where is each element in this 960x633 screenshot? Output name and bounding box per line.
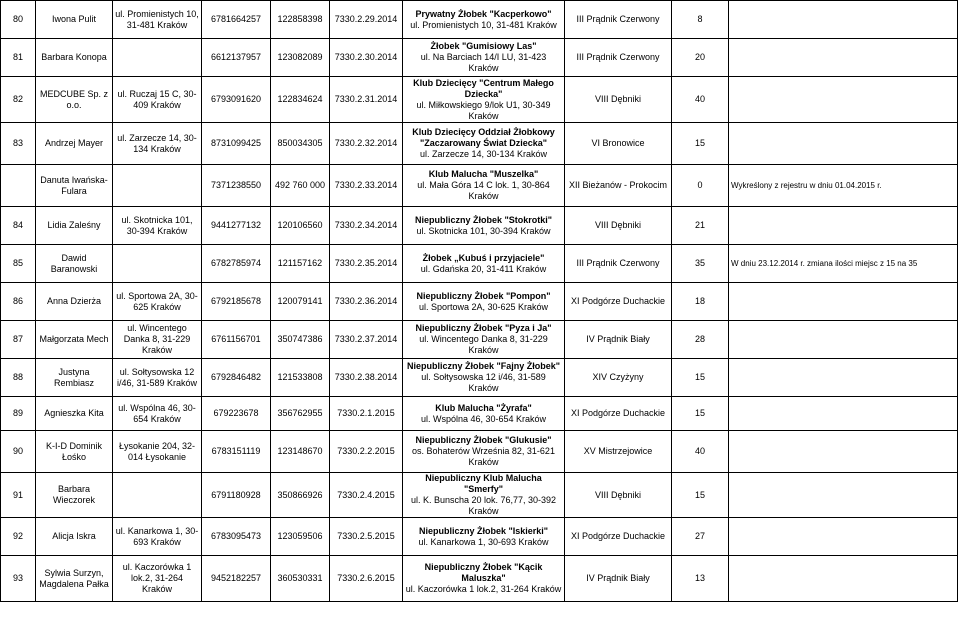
district: XII Bieżanów - Prokocim	[565, 165, 672, 207]
table-row	[1, 207, 958, 245]
district: III Prądnik Czerwony	[565, 1, 672, 39]
owner-name: Justyna Rembiasz	[36, 359, 113, 397]
nip-number: 121157162	[271, 245, 330, 283]
facility-address: ul. Promienistych 10, 31-481 Kraków	[410, 19, 557, 30]
facility-address: ul. Skotnicka 101, 30-394 Kraków	[416, 225, 551, 236]
regon-number: 6612137957	[202, 39, 271, 77]
registration-number: 7330.2.33.2014	[330, 165, 403, 207]
remarks	[729, 123, 958, 165]
facility-name: Klub Malucha "Muszelka"	[428, 169, 539, 179]
district: XI Podgórze Duchackie	[565, 397, 672, 431]
district: VIII Dębniki	[565, 473, 672, 518]
facility-name: Niepubliczny Żłobek "Pompon"	[416, 290, 551, 301]
table-row	[1, 39, 958, 77]
district: III Prądnik Czerwony	[565, 39, 672, 77]
registration-number: 7330.2.2.2015	[330, 431, 403, 473]
registration-number: 7330.2.29.2014	[330, 1, 403, 39]
facility-cell	[403, 1, 565, 39]
owner-name: K-I-D Dominik Łośko	[36, 431, 113, 473]
remarks	[729, 1, 958, 39]
facility-cell	[403, 39, 565, 77]
nip-number: 121533808	[271, 359, 330, 397]
regon-number: 6791180928	[202, 473, 271, 518]
row-number: 87	[1, 321, 36, 359]
owner-name: Iwona Pulit	[36, 1, 113, 39]
remarks	[729, 556, 958, 602]
facility-address: ul. Na Barciach 14/I LU, 31-423 Kraków	[420, 52, 547, 73]
places-count: 40	[672, 77, 729, 123]
remarks	[729, 207, 958, 245]
regon-number: 6782785974	[202, 245, 271, 283]
remarks: Wykreślony z rejestru w dniu 01.04.2015 r.	[729, 165, 958, 207]
remarks	[729, 473, 958, 518]
owner-name: Anna Dzierża	[36, 283, 113, 321]
owner-address: ul. Ruczaj 15 C, 30-409 Kraków	[113, 77, 202, 123]
facility-cell	[403, 431, 565, 473]
facility-cell	[403, 359, 565, 397]
registration-number: 7330.2.5.2015	[330, 518, 403, 556]
regon-number: 8731099425	[202, 123, 271, 165]
owner-address	[113, 245, 202, 283]
district: VI Bronowice	[565, 123, 672, 165]
owner-address: ul. Sportowa 2A, 30-625 Kraków	[113, 283, 202, 321]
registration-number: 7330.2.38.2014	[330, 359, 403, 397]
owner-address: Łysokanie 204, 32-014 Łysokanie	[113, 431, 202, 473]
facility-cell	[403, 283, 565, 321]
facility-name: Klub Dziecięcy Oddział Żłobkowy "Zaczarowany Świat Dziecka"	[412, 127, 555, 148]
district: VIII Dębniki	[565, 207, 672, 245]
row-number: 81	[1, 39, 36, 77]
facility-cell	[403, 397, 565, 431]
facility-name: Niepubliczny Żłobek "Glukusie"	[415, 435, 552, 445]
owner-address: ul. Wspólna 46, 30-654 Kraków	[113, 397, 202, 431]
facility-name: Żłobek "Gumisiowy Las"	[430, 41, 537, 51]
row-number: 90	[1, 431, 36, 473]
facility-cell	[403, 556, 565, 602]
district: III Prądnik Czerwony	[565, 245, 672, 283]
district: XI Podgórze Duchackie	[565, 518, 672, 556]
places-count: 20	[672, 39, 729, 77]
table-row	[1, 1, 958, 39]
facility-name: Prywatny Żłobek "Kacperkowo"	[415, 8, 552, 19]
places-count: 18	[672, 283, 729, 321]
places-count: 35	[672, 245, 729, 283]
nip-number: 350866926	[271, 473, 330, 518]
registration-number: 7330.2.36.2014	[330, 283, 403, 321]
regon-number: 6793091620	[202, 77, 271, 123]
facility-address: ul. Kanarkowa 1, 30-693 Kraków	[418, 536, 549, 547]
row-number: 91	[1, 473, 36, 518]
row-number: 82	[1, 77, 36, 123]
nip-number: 120079141	[271, 283, 330, 321]
facility-address: ul. Mała Góra 14 C lok. 1, 30-864 Kraków	[417, 180, 550, 201]
table-row	[1, 518, 958, 556]
regon-number: 6792846482	[202, 359, 271, 397]
registration-number: 7330.2.30.2014	[330, 39, 403, 77]
district: XI Podgórze Duchackie	[565, 283, 672, 321]
registration-number: 7330.2.4.2015	[330, 473, 403, 518]
owner-address: ul. Wincentego Danka 8, 31-229 Kraków	[113, 321, 202, 359]
owner-address: ul. Promienistych 10, 31-481 Kraków	[113, 1, 202, 39]
owner-name: Małgorzata Mech	[36, 321, 113, 359]
remarks	[729, 397, 958, 431]
nip-number: 122858398	[271, 1, 330, 39]
facility-address: os. Bohaterów Września 82, 31-621 Kraków	[412, 446, 555, 467]
nip-number: 123059506	[271, 518, 330, 556]
row-number: 80	[1, 1, 36, 39]
remarks	[729, 77, 958, 123]
owner-name: Alicja Iskra	[36, 518, 113, 556]
facility-name: Niepubliczny Żłobek "Kącik Maluszka"	[424, 562, 543, 583]
nip-number: 123082089	[271, 39, 330, 77]
regon-number: 679223678	[202, 397, 271, 431]
table-row	[1, 165, 958, 207]
owner-address: ul. Kanarkowa 1, 30-693 Kraków	[113, 518, 202, 556]
facility-address: ul. Wincentego Danka 8, 31-229 Kraków	[419, 334, 548, 355]
registration-number: 7330.2.32.2014	[330, 123, 403, 165]
owner-address: ul. Kaczorówka 1 lok.2, 31-264 Kraków	[113, 556, 202, 602]
row-number	[1, 165, 36, 207]
owner-name: Andrzej Mayer	[36, 123, 113, 165]
facility-cell	[403, 245, 565, 283]
facility-address: ul. Kaczorówka 1 lok.2, 31-264 Kraków	[405, 584, 562, 594]
row-number: 88	[1, 359, 36, 397]
row-number: 93	[1, 556, 36, 602]
remarks	[729, 39, 958, 77]
regon-number: 6781664257	[202, 1, 271, 39]
places-count: 15	[672, 397, 729, 431]
table-row	[1, 123, 958, 165]
places-count: 28	[672, 321, 729, 359]
registration-number: 7330.2.31.2014	[330, 77, 403, 123]
facility-address: ul. Sołtysowska 12 i/46, 31-589 Kraków	[421, 372, 546, 393]
facility-name: Niepubliczny Żłobek "Fajny Żłobek"	[406, 361, 561, 371]
remarks: W dniu 23.12.2014 r. zmiana ilości miejsc z 15 na 35	[729, 245, 958, 283]
owner-name: Lidia Zaleśny	[36, 207, 113, 245]
facility-name: Niepubliczny Klub Malucha "Smerfy"	[425, 473, 542, 494]
owner-name: MEDCUBE Sp. z o.o.	[36, 77, 113, 123]
table-row	[1, 321, 958, 359]
regon-number: 7371238550	[202, 165, 271, 207]
table-row	[1, 397, 958, 431]
facility-name: Niepubliczny Żłobek "Stokrotki"	[414, 214, 553, 225]
district: IV Prądnik Biały	[565, 556, 672, 602]
facility-address: ul. Sportowa 2A, 30-625 Kraków	[418, 301, 549, 312]
remarks	[729, 518, 958, 556]
facility-cell	[403, 321, 565, 359]
nip-number: 492 760 000	[271, 165, 330, 207]
facility-address: ul. K. Bunscha 20 lok. 76,77, 30-392 Kraków	[410, 495, 557, 516]
registration-number: 7330.2.1.2015	[330, 397, 403, 431]
facility-cell	[403, 473, 565, 518]
facility-cell	[403, 165, 565, 207]
table-row	[1, 431, 958, 473]
nip-number: 350747386	[271, 321, 330, 359]
remarks	[729, 359, 958, 397]
places-count: 8	[672, 1, 729, 39]
district: VIII Dębniki	[565, 77, 672, 123]
facility-cell	[403, 123, 565, 165]
facility-name: Klub Dziecięcy "Centrum Małego Dziecka"	[413, 77, 554, 99]
places-count: 27	[672, 518, 729, 556]
row-number: 85	[1, 245, 36, 283]
nip-number: 356762955	[271, 397, 330, 431]
places-count: 15	[672, 473, 729, 518]
registration-number: 7330.2.34.2014	[330, 207, 403, 245]
facility-address: ul. Gdańska 20, 31-411 Kraków	[420, 263, 547, 274]
owner-address: ul. Skotnicka 101, 30-394 Kraków	[113, 207, 202, 245]
district: XIV Czyżyny	[565, 359, 672, 397]
owner-address	[113, 473, 202, 518]
owner-name: Dawid Baranowski	[36, 245, 113, 283]
places-count: 21	[672, 207, 729, 245]
regon-number: 9452182257	[202, 556, 271, 602]
table-row	[1, 556, 958, 602]
owner-address	[113, 39, 202, 77]
row-number: 92	[1, 518, 36, 556]
owner-name: Agnieszka Kita	[36, 397, 113, 431]
nip-number: 122834624	[271, 77, 330, 123]
table-row	[1, 359, 958, 397]
nip-number: 850034305	[271, 123, 330, 165]
regon-number: 6792185678	[202, 283, 271, 321]
facility-cell	[403, 518, 565, 556]
remarks	[729, 431, 958, 473]
table-row	[1, 283, 958, 321]
table-row	[1, 473, 958, 518]
owner-name: Barbara Konopa	[36, 39, 113, 77]
owner-address: ul. Sołtysowska 12 i/46, 31-589 Kraków	[113, 359, 202, 397]
nip-number: 120106560	[271, 207, 330, 245]
facility-address: ul. Miłkowskiego 9/lok U1, 30-349 Kraków	[416, 99, 551, 121]
district: IV Prądnik Biały	[565, 321, 672, 359]
owner-address	[113, 165, 202, 207]
row-number: 84	[1, 207, 36, 245]
facility-address: ul. Zarzecze 14, 30-134 Kraków	[419, 149, 548, 159]
places-count: 13	[672, 556, 729, 602]
table-row	[1, 77, 958, 123]
nip-number: 360530331	[271, 556, 330, 602]
regon-number: 6761156701	[202, 321, 271, 359]
nip-number: 123148670	[271, 431, 330, 473]
table-body	[1, 1, 958, 602]
table-row	[1, 245, 958, 283]
regon-number: 6783095473	[202, 518, 271, 556]
owner-address: ul. Zarzecze 14, 30-134 Kraków	[113, 123, 202, 165]
facility-name: Niepubliczny Żłobek "Iskierki"	[418, 525, 549, 536]
row-number: 86	[1, 283, 36, 321]
places-count: 15	[672, 359, 729, 397]
registration-number: 7330.2.35.2014	[330, 245, 403, 283]
district: XV Mistrzejowice	[565, 431, 672, 473]
facility-name: Żłobek „Kubuś i przyjaciele"	[422, 252, 545, 263]
facility-cell	[403, 77, 565, 123]
places-count: 0	[672, 165, 729, 207]
row-number: 83	[1, 123, 36, 165]
facility-name: Niepubliczny Żłobek "Pyza i Ja"	[415, 323, 552, 333]
row-number: 89	[1, 397, 36, 431]
regon-number: 6783151119	[202, 431, 271, 473]
facility-name: Klub Malucha "Żyrafa"	[435, 402, 532, 413]
places-count: 40	[672, 431, 729, 473]
places-count: 15	[672, 123, 729, 165]
registration-number: 7330.2.37.2014	[330, 321, 403, 359]
regon-number: 9441277132	[202, 207, 271, 245]
facility-address: ul. Wspólna 46, 30-654 Kraków	[420, 413, 547, 424]
remarks	[729, 321, 958, 359]
remarks	[729, 283, 958, 321]
facility-cell	[403, 207, 565, 245]
owner-name: Sylwia Surzyn, Magdalena Pałka	[36, 556, 113, 602]
registration-number: 7330.2.6.2015	[330, 556, 403, 602]
owner-name: Barbara Wieczorek	[36, 473, 113, 518]
owner-name: Danuta Iwańska-Fulara	[36, 165, 113, 207]
